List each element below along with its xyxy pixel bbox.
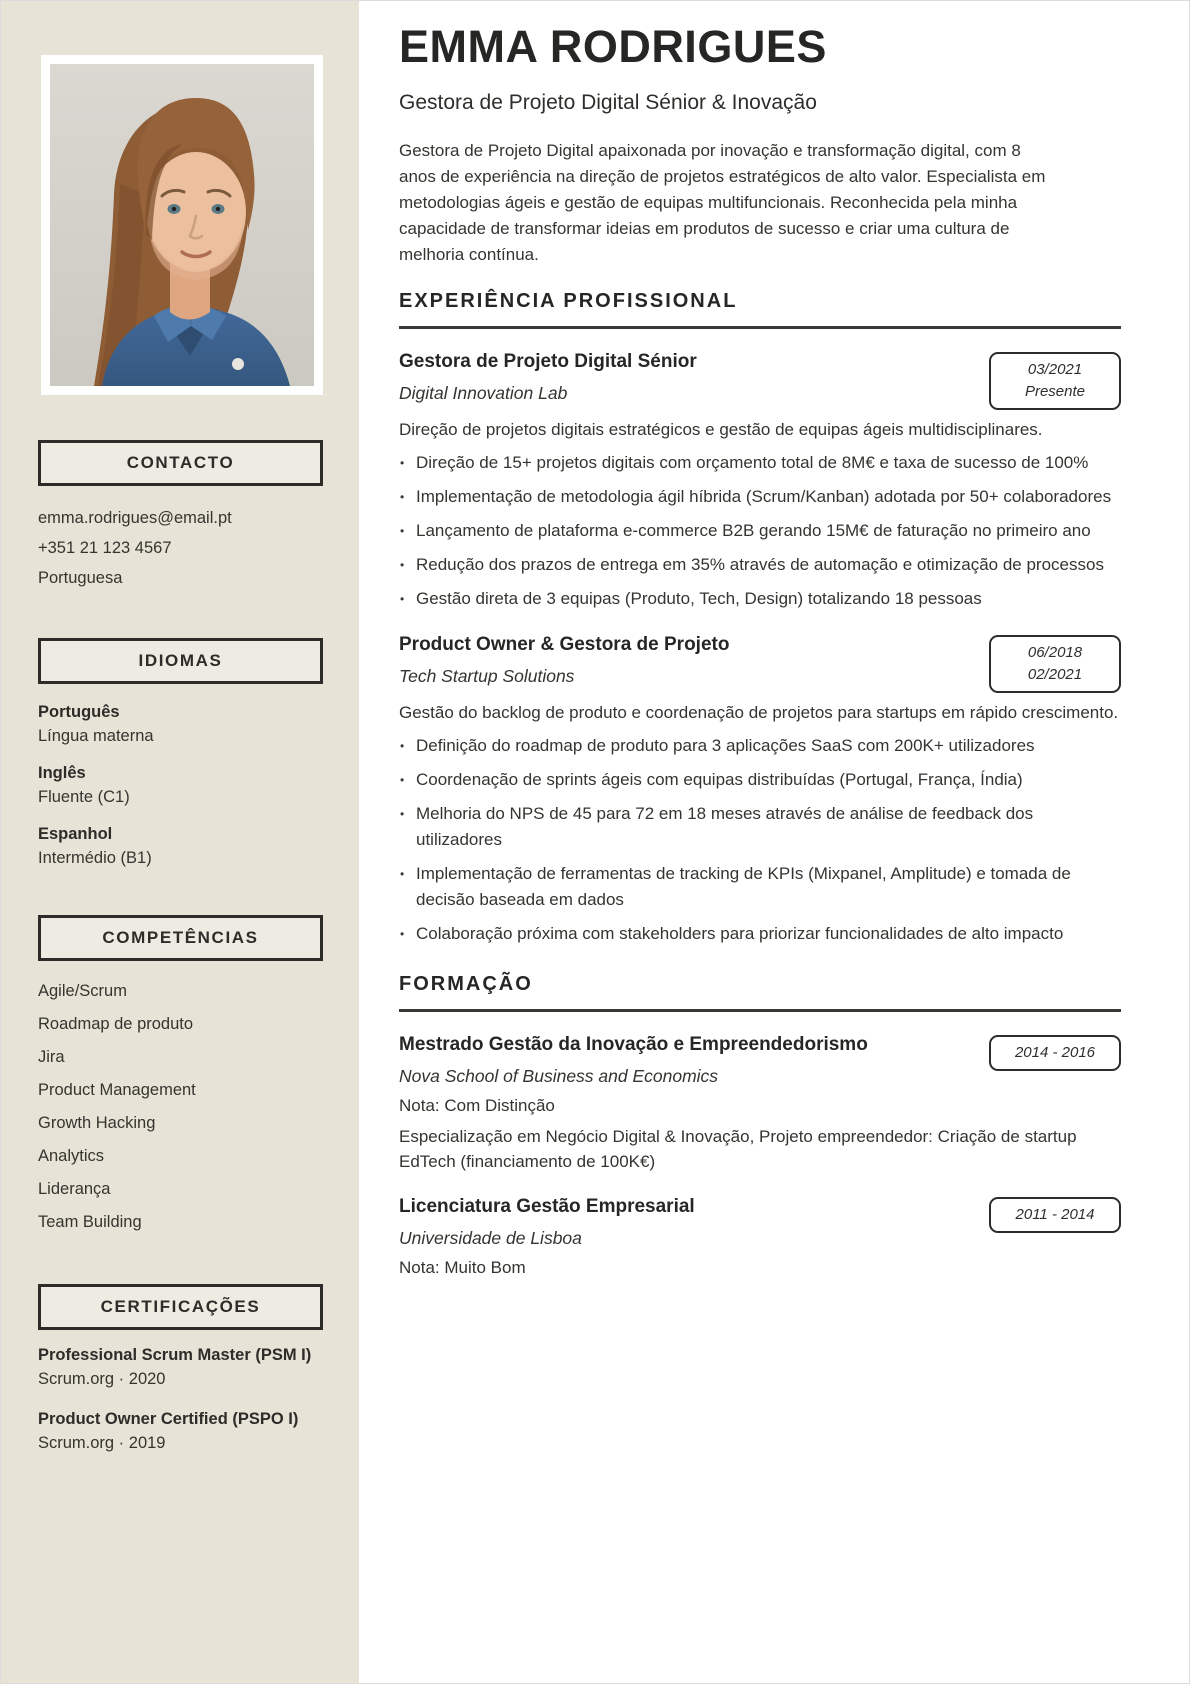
skill-item: Analytics — [38, 1147, 105, 1165]
education-entry — [399, 1195, 1121, 1280]
degree-grade: Nota: Muito Bom — [399, 1258, 526, 1277]
job-date-badge — [989, 352, 1121, 410]
education-entry-header — [399, 1033, 1121, 1087]
skills-list — [38, 975, 329, 1239]
language-name: Espanhol — [38, 825, 113, 843]
experience-section-heading: EXPERIÊNCIA PROFISSIONAL — [399, 290, 1121, 329]
job-date-end: Presente — [1024, 383, 1086, 400]
job-bullet: • Implementação de ferramentas de tracking de KPIs (Mixpanel, Amplitude) e tomada de decisão baseada em dados — [399, 861, 1121, 913]
profile-photo — [50, 64, 314, 386]
degree-grade: Nota: Com Distinção — [399, 1096, 555, 1115]
degree-date: 2011 - 2014 — [1015, 1206, 1095, 1223]
degree-date: 2014 - 2016 — [1014, 1044, 1096, 1061]
degree-title: Licenciatura Gestão Empresarial — [399, 1196, 695, 1217]
person-title: Gestora de Projeto Digital Sénior & Inovação — [399, 91, 817, 114]
language-level: Fluente (C1) — [38, 788, 130, 806]
certifications-list — [38, 1344, 329, 1455]
profile-photo-frame — [41, 55, 323, 395]
certifications-heading: CERTIFICAÇÕES — [38, 1284, 323, 1330]
job-bullet: • Lançamento de plataforma e-commerce B2B gerando 15M€ de faturação no primeiro ano — [399, 518, 1121, 544]
experience-entry-header — [399, 633, 1121, 693]
language-level: Intermédio (B1) — [38, 849, 152, 867]
job-title: Gestora de Projeto Digital Sénior — [399, 351, 697, 372]
certification-name: Product Owner Certified (PSPO I) — [38, 1410, 299, 1428]
job-bullet: • Coordenação de sprints ágeis com equipas distribuídas (Portugal, França, Índia) — [399, 767, 1121, 793]
job-description: Gestão do backlog de produto e coordenação de projetos para startups em rápido crescimento. — [399, 703, 1119, 722]
education-entry — [399, 1033, 1121, 1174]
education-entry-titles — [399, 1195, 989, 1249]
job-bullet: • Melhoria do NPS de 45 para 72 em 18 meses através de análise de feedback dos utilizadores — [399, 801, 1121, 853]
degree-title: Mestrado Gestão da Inovação e Empreendedorismo — [399, 1034, 868, 1055]
certification-name: Professional Scrum Master (PSM I) — [38, 1346, 312, 1364]
contact-heading: CONTACTO — [38, 440, 323, 486]
job-bullet: • Gestão direta de 3 equipas (Produto, Tech, Design) totalizando 18 pessoas — [399, 586, 1121, 612]
job-bullet-list — [399, 450, 1121, 612]
languages-heading: IDIOMAS — [38, 638, 323, 684]
job-company: Tech Startup Solutions — [399, 666, 575, 686]
skill-item: Team Building — [38, 1213, 142, 1231]
skill-item: Roadmap de produto — [38, 1015, 194, 1033]
degree-details: Especialização em Negócio Digital & Inovação, Projeto empreendedor: Criação de startup EdTech (financiamento de 100K€) — [399, 1127, 1077, 1171]
language-level: Língua materna — [38, 727, 154, 745]
certification-issuer: Scrum.org · 2020 — [38, 1370, 166, 1388]
language-item — [38, 822, 329, 870]
job-company: Digital Innovation Lab — [399, 383, 568, 403]
job-description: Direção de projetos digitais estratégicos e gestão de equipas ágeis multidisciplinares. — [399, 420, 1043, 439]
person-name: EMMA RODRIGUES — [399, 21, 827, 72]
job-date-badge — [989, 635, 1121, 693]
education-entry-titles — [399, 1033, 989, 1087]
experience-entry-header — [399, 350, 1121, 410]
contact-email: emma.rodrigues@email.pt — [38, 509, 232, 527]
job-date-start: 06/2018 — [1027, 644, 1083, 661]
skill-item: Product Management — [38, 1081, 196, 1099]
main-column — [359, 1, 1190, 1683]
sidebar — [1, 1, 359, 1683]
languages-list — [38, 700, 329, 870]
degree-date-badge — [989, 1035, 1121, 1071]
language-item — [38, 761, 329, 809]
experience-entry-titles — [399, 350, 989, 404]
skill-item: Jira — [38, 1048, 65, 1066]
language-name: Inglês — [38, 764, 86, 782]
job-bullet: • Implementação de metodologia ágil híbrida (Scrum/Kanban) adotada por 50+ colaboradores — [399, 484, 1121, 510]
experience-entry — [399, 633, 1121, 947]
education-section — [399, 973, 1121, 1280]
job-date-start: 03/2021 — [1027, 361, 1083, 378]
skill-item: Agile/Scrum — [38, 982, 127, 1000]
language-item — [38, 700, 329, 748]
language-name: Português — [38, 703, 120, 721]
certification-item — [38, 1408, 329, 1455]
profile-summary: Gestora de Projeto Digital apaixonada por inovação e transformação digital, com 8 anos de experiência na direção de projetos estratégicos de alto valor. Especialista em metodologias ágeis e gestão de equipas multifuncionais. Reconhecida pela minha capacidade de transformar ideias em produtos de sucesso e criar uma cultura de melhoria contínua. — [399, 141, 1046, 264]
job-bullet: • Colaboração próxima com stakeholders para priorizar funcionalidades de alto impacto — [399, 921, 1121, 947]
degree-date-badge — [989, 1197, 1121, 1233]
certification-issuer: Scrum.org · 2019 — [38, 1434, 166, 1452]
job-bullet: • Direção de 15+ projetos digitais com orçamento total de 8M€ e taxa de sucesso de 100% — [399, 450, 1121, 476]
degree-school: Universidade de Lisboa — [399, 1228, 582, 1248]
experience-entry-titles — [399, 633, 989, 687]
job-bullet: • Definição do roadmap de produto para 3 aplicações SaaS com 200K+ utilizadores — [399, 733, 1121, 759]
job-title: Product Owner & Gestora de Projeto — [399, 634, 730, 655]
job-bullet: • Redução dos prazos de entrega em 35% através de automação e otimização de processos — [399, 552, 1121, 578]
skill-item: Liderança — [38, 1180, 111, 1198]
job-bullet-list — [399, 733, 1121, 947]
contact-phone: +351 21 123 4567 — [38, 539, 172, 557]
education-section-heading: FORMAÇÃO — [399, 973, 1121, 1012]
job-date-end: 02/2021 — [1027, 666, 1083, 683]
education-entry-header — [399, 1195, 1121, 1249]
contact-nationality: Portuguesa — [38, 569, 123, 587]
degree-school: Nova School of Business and Economics — [399, 1066, 719, 1086]
experience-entry — [399, 350, 1121, 612]
skill-item: Growth Hacking — [38, 1114, 156, 1132]
certification-item — [38, 1344, 329, 1391]
skills-heading: COMPETÊNCIAS — [38, 915, 323, 961]
contact-list — [38, 503, 329, 593]
